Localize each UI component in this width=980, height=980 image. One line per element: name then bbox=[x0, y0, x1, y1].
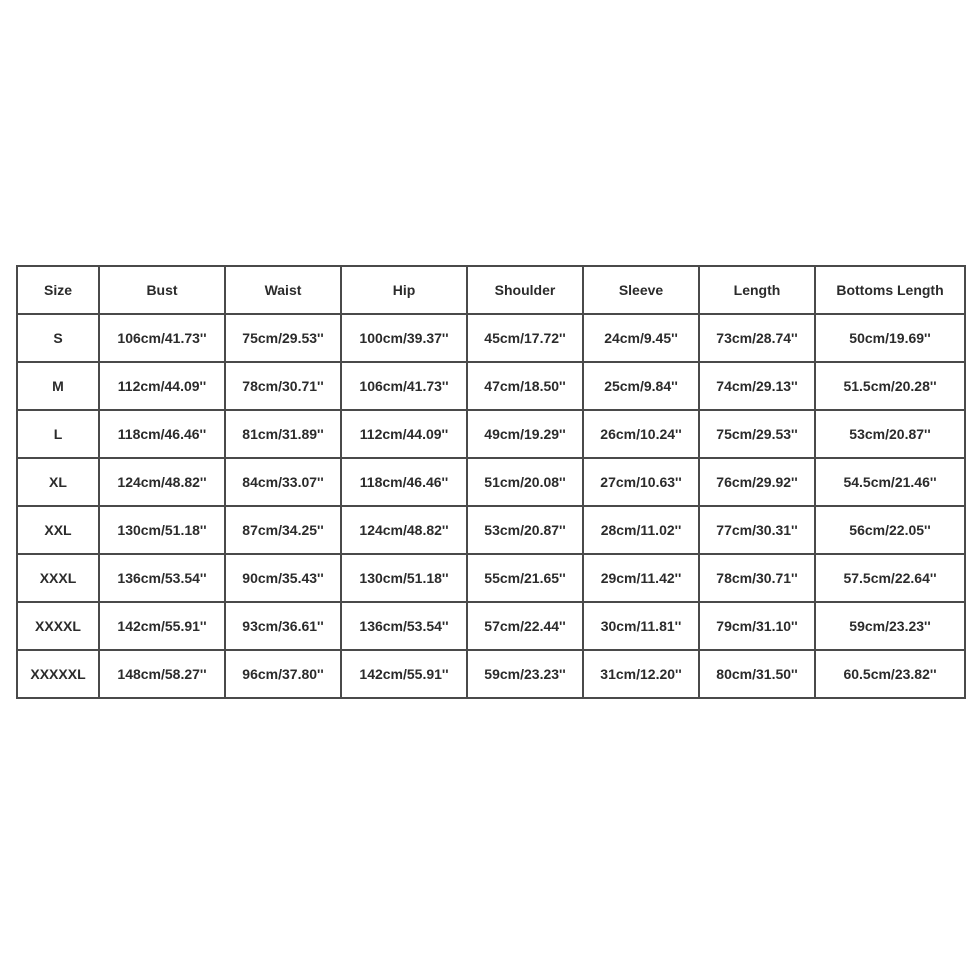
sleeve-cell: 25cm/9.84'' bbox=[583, 362, 699, 410]
length-cell: 78cm/30.71'' bbox=[699, 554, 815, 602]
table-row bbox=[17, 410, 965, 458]
hip-cell: 118cm/46.46'' bbox=[341, 458, 467, 506]
size-cell: S bbox=[17, 314, 99, 362]
bottoms-length-cell: 56cm/22.05'' bbox=[815, 506, 965, 554]
shoulder-cell: 47cm/18.50'' bbox=[467, 362, 583, 410]
bust-cell: 148cm/58.27'' bbox=[99, 650, 225, 698]
header-sleeve: Sleeve bbox=[583, 266, 699, 314]
waist-cell: 87cm/34.25'' bbox=[225, 506, 341, 554]
header-length: Length bbox=[699, 266, 815, 314]
shoulder-cell: 59cm/23.23'' bbox=[467, 650, 583, 698]
bottoms-length-cell: 54.5cm/21.46'' bbox=[815, 458, 965, 506]
length-cell: 75cm/29.53'' bbox=[699, 410, 815, 458]
sleeve-cell: 26cm/10.24'' bbox=[583, 410, 699, 458]
table-row bbox=[17, 650, 965, 698]
size-cell: XL bbox=[17, 458, 99, 506]
sleeve-cell: 27cm/10.63'' bbox=[583, 458, 699, 506]
sleeve-cell: 30cm/11.81'' bbox=[583, 602, 699, 650]
shoulder-cell: 49cm/19.29'' bbox=[467, 410, 583, 458]
shoulder-cell: 53cm/20.87'' bbox=[467, 506, 583, 554]
sleeve-cell: 29cm/11.42'' bbox=[583, 554, 699, 602]
bottoms-length-cell: 57.5cm/22.64'' bbox=[815, 554, 965, 602]
shoulder-cell: 51cm/20.08'' bbox=[467, 458, 583, 506]
shoulder-cell: 55cm/21.65'' bbox=[467, 554, 583, 602]
table-row bbox=[17, 458, 965, 506]
hip-cell: 142cm/55.91'' bbox=[341, 650, 467, 698]
header-bottoms-length: Bottoms Length bbox=[815, 266, 965, 314]
length-cell: 76cm/29.92'' bbox=[699, 458, 815, 506]
bottoms-length-cell: 60.5cm/23.82'' bbox=[815, 650, 965, 698]
bust-cell: 136cm/53.54'' bbox=[99, 554, 225, 602]
size-cell: XXXXXL bbox=[17, 650, 99, 698]
header-shoulder: Shoulder bbox=[467, 266, 583, 314]
bottoms-length-cell: 53cm/20.87'' bbox=[815, 410, 965, 458]
table-row bbox=[17, 314, 965, 362]
waist-cell: 75cm/29.53'' bbox=[225, 314, 341, 362]
size-cell: XXL bbox=[17, 506, 99, 554]
bust-cell: 130cm/51.18'' bbox=[99, 506, 225, 554]
waist-cell: 84cm/33.07'' bbox=[225, 458, 341, 506]
size-cell: L bbox=[17, 410, 99, 458]
header-waist: Waist bbox=[225, 266, 341, 314]
waist-cell: 81cm/31.89'' bbox=[225, 410, 341, 458]
table-row bbox=[17, 602, 965, 650]
size-cell: XXXL bbox=[17, 554, 99, 602]
hip-cell: 112cm/44.09'' bbox=[341, 410, 467, 458]
bust-cell: 112cm/44.09'' bbox=[99, 362, 225, 410]
length-cell: 73cm/28.74'' bbox=[699, 314, 815, 362]
waist-cell: 96cm/37.80'' bbox=[225, 650, 341, 698]
hip-cell: 136cm/53.54'' bbox=[341, 602, 467, 650]
table-row bbox=[17, 362, 965, 410]
table-body bbox=[17, 314, 965, 698]
shoulder-cell: 57cm/22.44'' bbox=[467, 602, 583, 650]
bust-cell: 118cm/46.46'' bbox=[99, 410, 225, 458]
bottoms-length-cell: 59cm/23.23'' bbox=[815, 602, 965, 650]
size-cell: XXXXL bbox=[17, 602, 99, 650]
size-chart-table bbox=[16, 265, 966, 699]
hip-cell: 100cm/39.37'' bbox=[341, 314, 467, 362]
waist-cell: 90cm/35.43'' bbox=[225, 554, 341, 602]
sleeve-cell: 24cm/9.45'' bbox=[583, 314, 699, 362]
hip-cell: 124cm/48.82'' bbox=[341, 506, 467, 554]
length-cell: 79cm/31.10'' bbox=[699, 602, 815, 650]
bust-cell: 124cm/48.82'' bbox=[99, 458, 225, 506]
waist-cell: 78cm/30.71'' bbox=[225, 362, 341, 410]
length-cell: 80cm/31.50'' bbox=[699, 650, 815, 698]
sleeve-cell: 28cm/11.02'' bbox=[583, 506, 699, 554]
bust-cell: 106cm/41.73'' bbox=[99, 314, 225, 362]
sleeve-cell: 31cm/12.20'' bbox=[583, 650, 699, 698]
shoulder-cell: 45cm/17.72'' bbox=[467, 314, 583, 362]
waist-cell: 93cm/36.61'' bbox=[225, 602, 341, 650]
bottoms-length-cell: 50cm/19.69'' bbox=[815, 314, 965, 362]
length-cell: 77cm/30.31'' bbox=[699, 506, 815, 554]
hip-cell: 106cm/41.73'' bbox=[341, 362, 467, 410]
table-row bbox=[17, 554, 965, 602]
bust-cell: 142cm/55.91'' bbox=[99, 602, 225, 650]
header-row bbox=[17, 266, 965, 314]
hip-cell: 130cm/51.18'' bbox=[341, 554, 467, 602]
length-cell: 74cm/29.13'' bbox=[699, 362, 815, 410]
size-cell: M bbox=[17, 362, 99, 410]
header-size: Size bbox=[17, 266, 99, 314]
bottoms-length-cell: 51.5cm/20.28'' bbox=[815, 362, 965, 410]
header-hip: Hip bbox=[341, 266, 467, 314]
header-bust: Bust bbox=[99, 266, 225, 314]
table-header bbox=[17, 266, 965, 314]
table-row bbox=[17, 506, 965, 554]
